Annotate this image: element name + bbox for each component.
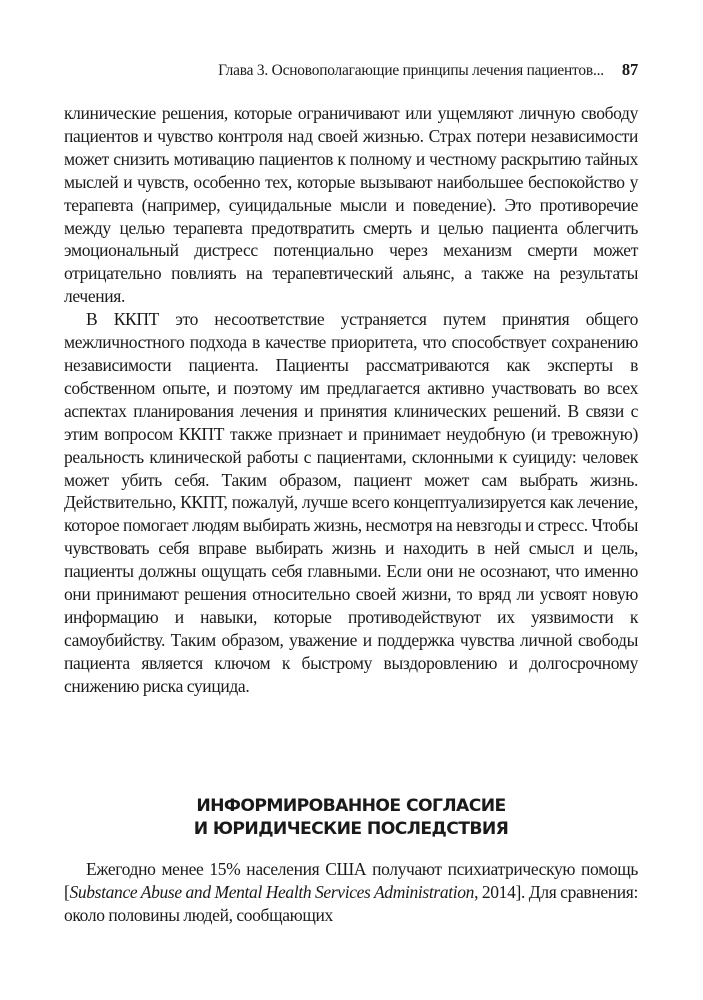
paragraph-kkpt: В ККПТ это несоответствие устраняется путем принятия общего межличностного подхода в качестве приоритета, что способствует сохранению независимости пациента. Пациенты рассматриваются как эксперты в собственном опыте, и поэтому им предлагается активно участвовать во всех аспектах планирования лечения и принятия клинических решений. В связи с этим вопросом ККПТ также признает и принимает неудобную (и тревожную) реальность клинической работы с пациентами, склонными к суициду: человек может убить себя. Таким образом, пациент может сам выбрать жизнь. Действительно, ККПТ, пожалуй, лучше всего концептуализируется как лечение, которое помогает людям выбирать жизнь, несмотря на невзгоды и стресс. Чтобы чувствовать себя вправе выбирать жизнь и находить в ней смысл и цель, пациенты должны ощущать себя главными. Если они не осознают, что именно они принимают решения относительно своей жизни, то вряд ли усвоят новую информацию и навыки, которые противодействуют их уязвимости к самоубийству. Таким образом, уважение и поддержка чувства личной свободы пациента является ключом к быстрому выздоровлению и долгосрочному снижению риска суицида. [64, 309, 639, 696]
citation-title: Substance Abuse and Mental Health Services Administration [69, 881, 475, 902]
running-title: Глава 3. Основополагающие принципы лечения пациентов... [218, 62, 604, 79]
main-text [64, 102, 638, 698]
paragraph-text-end: , 2014]. Для сравнения: около половины людей, сообщающих [64, 881, 638, 925]
paragraph-text-start: Ежегодно менее 15% населения США получают психиатрическую помощь [ [64, 859, 638, 902]
paragraph-continuation: клинические решения, которые ограничивают или ущемляют личную свободу пациентов и чувство контроля над своей жизнью. Страх потери независимости может снизить мотивацию пациентов к полному и честному раскрытию тайных мыслей и чувств, особенно тех, которые вызывают наибольшее беспокойство у терапевта (например, суицидальные мысли и поведение). Это противоречие между целью терапевта предотвратить смерть и целью пациента облегчить эмоциональный дистресс потенциально через механизм смерти может отрицательно повлиять на терапевтический альянс, а также на результаты лечения. [64, 103, 638, 307]
section-heading [64, 795, 638, 841]
paragraph-informed-consent [64, 858, 638, 927]
section-heading-line-1: ИНФОРМИРОВАННОЕ СОГЛАСИЕ [196, 796, 506, 816]
section-text [64, 858, 638, 927]
section-heading-line-2: И ЮРИДИЧЕСКИЕ ПОСЛЕДСТВИЯ [193, 819, 509, 839]
page-number: 87 [621, 60, 638, 79]
running-header [64, 60, 638, 80]
